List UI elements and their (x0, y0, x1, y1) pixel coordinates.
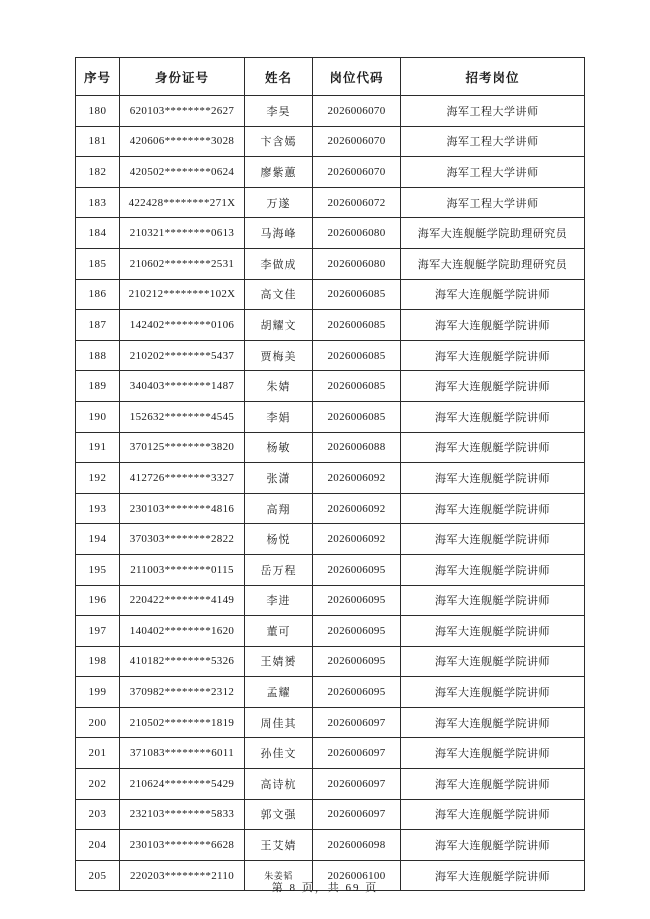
cell-name: 朱姜韬 (245, 860, 313, 891)
cell-position: 海军大连舰艇学院助理研究员 (401, 218, 585, 249)
cell-position: 海军大连舰艇学院讲师 (401, 279, 585, 310)
cell-id-number: 140402********1620 (120, 616, 245, 647)
table-row (76, 157, 585, 188)
cell-id-number: 152632********4545 (120, 401, 245, 432)
cell-name: 李昊 (245, 96, 313, 127)
cell-name: 廖紫蕙 (245, 157, 313, 188)
cell-serial-number: 204 (76, 830, 120, 861)
cell-serial-number: 188 (76, 340, 120, 371)
cell-job-code: 2026006097 (313, 707, 401, 738)
cell-serial-number: 205 (76, 860, 120, 891)
cell-job-code: 2026006085 (313, 310, 401, 341)
cell-job-code: 2026006095 (313, 585, 401, 616)
cell-id-number: 410182********5326 (120, 646, 245, 677)
cell-name: 郭文强 (245, 799, 313, 830)
cell-name: 杨敏 (245, 432, 313, 463)
cell-name: 李娟 (245, 401, 313, 432)
cell-job-code: 2026006085 (313, 401, 401, 432)
cell-name: 高诗杭 (245, 769, 313, 800)
cell-id-number: 370303********2822 (120, 524, 245, 555)
table-row (76, 463, 585, 494)
table-row (76, 401, 585, 432)
page-number-footer: 第 8 页，共 69 页 (271, 882, 379, 894)
cell-position: 海军大连舰艇学院讲师 (401, 432, 585, 463)
cell-serial-number: 187 (76, 310, 120, 341)
cell-id-number: 210212********102X (120, 279, 245, 310)
cell-job-code: 2026006097 (313, 799, 401, 830)
cell-name: 高翔 (245, 493, 313, 524)
cell-serial-number: 192 (76, 463, 120, 494)
cell-name: 朱婧 (245, 371, 313, 402)
cell-position: 海军大连舰艇学院助理研究员 (401, 248, 585, 279)
cell-position: 海军大连舰艇学院讲师 (401, 493, 585, 524)
cell-id-number: 211003********0115 (120, 554, 245, 585)
cell-name: 高文佳 (245, 279, 313, 310)
cell-position: 海军工程大学讲师 (401, 96, 585, 127)
cell-position: 海军大连舰艇学院讲师 (401, 401, 585, 432)
table-row (76, 738, 585, 769)
cell-id-number: 210202********5437 (120, 340, 245, 371)
cell-name: 贾梅美 (245, 340, 313, 371)
table-row (76, 799, 585, 830)
cell-name: 周佳其 (245, 707, 313, 738)
cell-position: 海军大连舰艇学院讲师 (401, 677, 585, 708)
cell-id-number: 370125********3820 (120, 432, 245, 463)
cell-job-code: 2026006080 (313, 218, 401, 249)
cell-position: 海军工程大学讲师 (401, 126, 585, 157)
cell-job-code: 2026006092 (313, 463, 401, 494)
cell-id-number: 210602********2531 (120, 248, 245, 279)
cell-name: 李进 (245, 585, 313, 616)
table-row (76, 646, 585, 677)
cell-serial-number: 194 (76, 524, 120, 555)
cell-serial-number: 185 (76, 248, 120, 279)
table-row (76, 616, 585, 647)
cell-name: 张潇 (245, 463, 313, 494)
cell-job-code: 2026006085 (313, 371, 401, 402)
cell-id-number: 232103********5833 (120, 799, 245, 830)
cell-name: 王艾婧 (245, 830, 313, 861)
table-row (76, 585, 585, 616)
cell-job-code: 2026006070 (313, 126, 401, 157)
cell-serial-number: 189 (76, 371, 120, 402)
cell-job-code: 2026006070 (313, 96, 401, 127)
cell-serial-number: 193 (76, 493, 120, 524)
table-row (76, 769, 585, 800)
cell-name: 李做成 (245, 248, 313, 279)
header-position: 招考岗位 (401, 58, 585, 96)
table-row (76, 279, 585, 310)
cell-position: 海军大连舰艇学院讲师 (401, 738, 585, 769)
cell-serial-number: 199 (76, 677, 120, 708)
cell-job-code: 2026006072 (313, 187, 401, 218)
cell-position: 海军大连舰艇学院讲师 (401, 646, 585, 677)
cell-position: 海军大连舰艇学院讲师 (401, 554, 585, 585)
cell-serial-number: 186 (76, 279, 120, 310)
cell-name: 杨悦 (245, 524, 313, 555)
cell-id-number: 210502********1819 (120, 707, 245, 738)
cell-id-number: 422428********271X (120, 187, 245, 218)
table-row (76, 187, 585, 218)
cell-job-code: 2026006095 (313, 646, 401, 677)
cell-position: 海军大连舰艇学院讲师 (401, 585, 585, 616)
cell-id-number: 370982********2312 (120, 677, 245, 708)
table-row (76, 96, 585, 127)
cell-name: 马海峰 (245, 218, 313, 249)
cell-position: 海军大连舰艇学院讲师 (401, 769, 585, 800)
table-row (76, 126, 585, 157)
header-job-code: 岗位代码 (313, 58, 401, 96)
cell-serial-number: 197 (76, 616, 120, 647)
cell-serial-number: 181 (76, 126, 120, 157)
cell-name: 孟耀 (245, 677, 313, 708)
cell-serial-number: 196 (76, 585, 120, 616)
cell-position: 海军工程大学讲师 (401, 187, 585, 218)
cell-position: 海军大连舰艇学院讲师 (401, 830, 585, 861)
cell-serial-number: 200 (76, 707, 120, 738)
table-row (76, 248, 585, 279)
header-name: 姓名 (245, 58, 313, 96)
table-row (76, 707, 585, 738)
cell-name: 董可 (245, 616, 313, 647)
cell-job-code: 2026006080 (313, 248, 401, 279)
cell-id-number: 220203********2110 (120, 860, 245, 891)
cell-job-code: 2026006092 (313, 493, 401, 524)
table-row (76, 830, 585, 861)
cell-id-number: 230103********4816 (120, 493, 245, 524)
cell-id-number: 412726********3327 (120, 463, 245, 494)
table-row (76, 310, 585, 341)
cell-job-code: 2026006092 (313, 524, 401, 555)
cell-job-code: 2026006085 (313, 340, 401, 371)
cell-serial-number: 183 (76, 187, 120, 218)
cell-job-code: 2026006098 (313, 830, 401, 861)
cell-job-code: 2026006088 (313, 432, 401, 463)
cell-job-code: 2026006100 (313, 860, 401, 891)
cell-serial-number: 198 (76, 646, 120, 677)
cell-position: 海军大连舰艇学院讲师 (401, 616, 585, 647)
cell-name: 岳万程 (245, 554, 313, 585)
cell-serial-number: 201 (76, 738, 120, 769)
cell-serial-number: 180 (76, 96, 120, 127)
cell-position: 海军大连舰艇学院讲师 (401, 524, 585, 555)
table-row (76, 340, 585, 371)
table-row (76, 554, 585, 585)
table-row (76, 371, 585, 402)
table-row (76, 524, 585, 555)
cell-job-code: 2026006085 (313, 279, 401, 310)
cell-name: 胡耀文 (245, 310, 313, 341)
cell-serial-number: 195 (76, 554, 120, 585)
cell-serial-number: 202 (76, 769, 120, 800)
cell-id-number: 371083********6011 (120, 738, 245, 769)
cell-position: 海军大连舰艇学院讲师 (401, 860, 585, 891)
cell-name: 王婧赟 (245, 646, 313, 677)
table-row (76, 677, 585, 708)
cell-id-number: 210321********0613 (120, 218, 245, 249)
cell-position: 海军大连舰艇学院讲师 (401, 799, 585, 830)
cell-id-number: 620103********2627 (120, 96, 245, 127)
cell-id-number: 220422********4149 (120, 585, 245, 616)
table-row (76, 432, 585, 463)
cell-name: 万遂 (245, 187, 313, 218)
cell-id-number: 142402********0106 (120, 310, 245, 341)
header-id-number: 身份证号 (120, 58, 245, 96)
cell-serial-number: 184 (76, 218, 120, 249)
cell-id-number: 230103********6628 (120, 830, 245, 861)
cell-id-number: 420502********0624 (120, 157, 245, 188)
applicant-table (75, 57, 585, 891)
cell-name: 卞含嫣 (245, 126, 313, 157)
table-body (76, 96, 585, 891)
table-row (76, 218, 585, 249)
table-row (76, 493, 585, 524)
cell-job-code: 2026006097 (313, 769, 401, 800)
cell-position: 海军大连舰艇学院讲师 (401, 310, 585, 341)
cell-id-number: 420606********3028 (120, 126, 245, 157)
cell-serial-number: 190 (76, 401, 120, 432)
cell-serial-number: 182 (76, 157, 120, 188)
cell-name: 孙佳文 (245, 738, 313, 769)
cell-serial-number: 203 (76, 799, 120, 830)
cell-id-number: 340403********1487 (120, 371, 245, 402)
cell-job-code: 2026006095 (313, 616, 401, 647)
cell-job-code: 2026006097 (313, 738, 401, 769)
cell-position: 海军大连舰艇学院讲师 (401, 463, 585, 494)
cell-position: 海军大连舰艇学院讲师 (401, 371, 585, 402)
header-serial-number: 序号 (76, 58, 120, 96)
cell-serial-number: 191 (76, 432, 120, 463)
cell-position: 海军大连舰艇学院讲师 (401, 340, 585, 371)
cell-job-code: 2026006095 (313, 554, 401, 585)
cell-id-number: 210624********5429 (120, 769, 245, 800)
cell-position: 海军工程大学讲师 (401, 157, 585, 188)
cell-job-code: 2026006070 (313, 157, 401, 188)
table-header-row (76, 58, 585, 96)
cell-job-code: 2026006095 (313, 677, 401, 708)
cell-position: 海军大连舰艇学院讲师 (401, 707, 585, 738)
